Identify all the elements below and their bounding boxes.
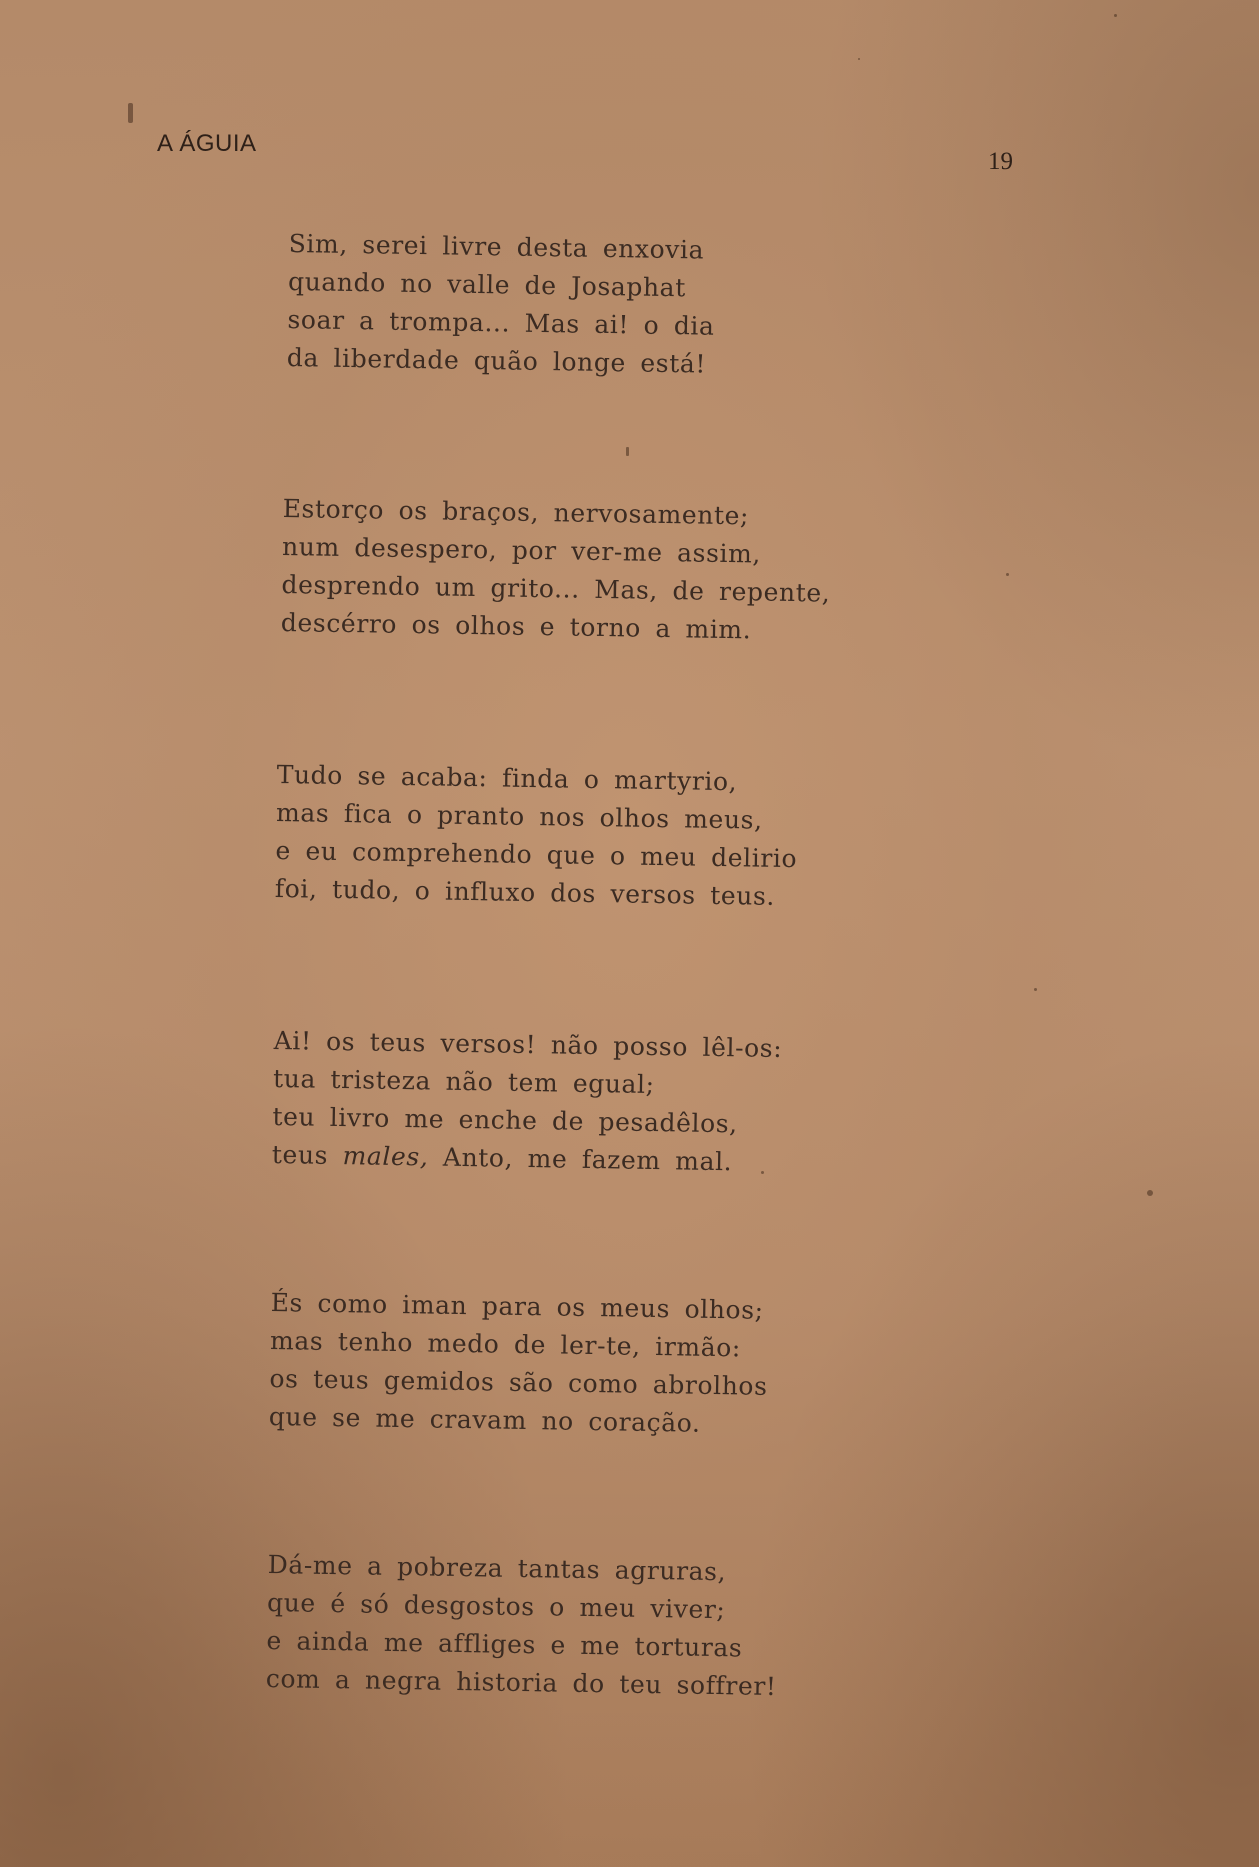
verse-line: que é só desgostos o meu viver;: [266, 1587, 726, 1625]
stanza: [275, 756, 799, 916]
paper-speck: [128, 103, 133, 123]
paper-speck: [1034, 988, 1037, 991]
verse-line: Dá-me a pobreza tantas agruras,: [267, 1549, 727, 1587]
stanza: [269, 1284, 769, 1444]
paper-speck: [1006, 573, 1009, 576]
paper-speck: [1114, 14, 1117, 17]
verse-line: Tudo se acaba: finda o martyrio,: [276, 759, 738, 797]
verse-line: foi, tudo, o influxo dos versos teus.: [274, 873, 776, 911]
verse-line: da liberdade quão longe está!: [286, 342, 707, 379]
running-head: A ÁGUIA: [157, 130, 257, 157]
verse-line: os teus gemidos são como abrolhos: [269, 1363, 768, 1401]
verse-line: quando no valle de Josaphat: [287, 266, 687, 303]
italic-word: males,: [342, 1141, 429, 1172]
verse-line: teu livro me enche de pesadêlos,: [272, 1101, 738, 1139]
verse-line: soar a trompa... Mas ai! o dia: [287, 304, 715, 341]
verse-line: descérro os olhos e torno a mim.: [280, 607, 752, 645]
paper-speck: [1147, 1190, 1153, 1196]
verse-text: teus: [271, 1139, 343, 1171]
verse-line: mas tenho medo de ler-te, irmão:: [269, 1325, 742, 1363]
stanza: [281, 490, 832, 651]
verse-text: Anto, me fazem mal.: [428, 1142, 733, 1177]
verse-line: És como iman para os meus olhos;: [270, 1287, 764, 1325]
stanza: [266, 1546, 779, 1706]
verse-line: num desespero, por ver-me assim,: [281, 531, 762, 569]
verse-line: com a negra historia do teu soffrer!: [265, 1663, 777, 1702]
verse-line: e ainda me affliges e me torturas: [266, 1625, 743, 1663]
verse-line: Sim, serei livre desta enxovia: [288, 228, 705, 265]
verse-line: Ai! os teus versos! não posso lêl-os:: [273, 1025, 783, 1063]
verse-line: que se me cravam no coração.: [268, 1401, 701, 1438]
verse-line: [272, 1136, 781, 1182]
verse-line: tua tristeza não tem egual;: [272, 1063, 655, 1099]
stanza: [287, 225, 716, 384]
stanza: [272, 1022, 783, 1182]
verse-line: e eu comprehendo que o meu delirio: [275, 835, 798, 874]
paper-speck: [858, 58, 860, 60]
paper-speck: [626, 447, 629, 456]
verse-line: mas fica o pranto nos olhos meus,: [275, 797, 763, 835]
verse-line: desprendo um grito... Mas, de repente,: [281, 569, 831, 608]
page-number: 19: [988, 148, 1013, 175]
verse-line: Estorço os braços, nervosamente;: [282, 493, 750, 531]
